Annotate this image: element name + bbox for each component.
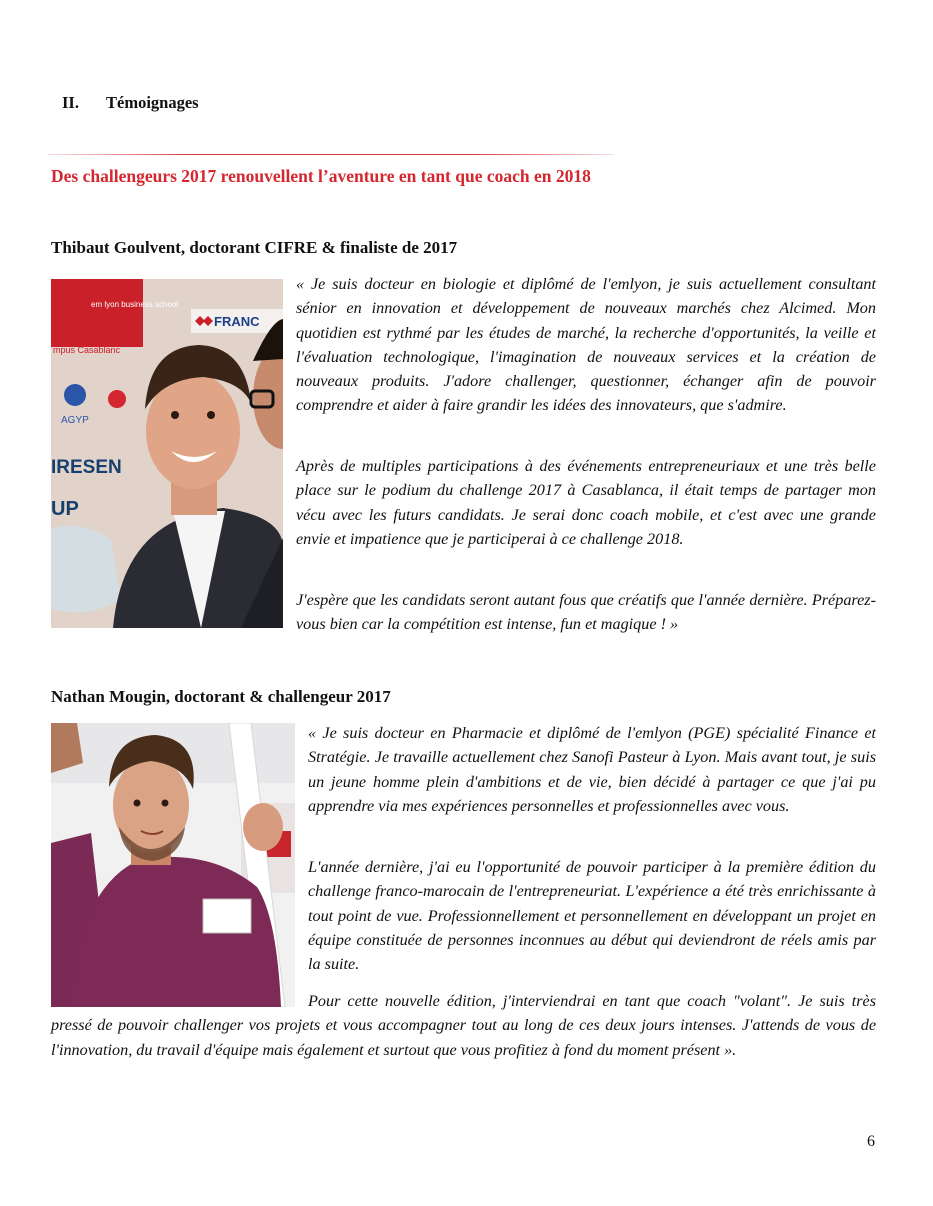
section-heading (62, 93, 199, 113)
page-number: 6 (867, 1133, 875, 1150)
emlyon-sign-text: em lyon business school (91, 300, 179, 309)
testimonial-2-paragraph-1: « Je suis docteur en Pharmacie et diplômé de l'emlyon (PGE) spécialité Finance et Stratégie. Je travaille actuellement chez Sanofi Pasteur à Lyon. Mais avant tout, je suis un jeune homme plein d'ambitions et de vie, bien décidé à partager ce que j'ai pu apprendre via mes expériences personnelles et professionnelles avec vous. (308, 724, 876, 815)
testimonial-2-name: Nathan Mougin, doctorant & challengeur 2017 (51, 687, 391, 706)
franc-sign-text: FRANC (214, 314, 260, 329)
testimonial-1-paragraph-2: Après de multiples participations à des événements entrepreneuriaux et une très belle place sur le podium du challenge 2017 à Casablanca, il était temps de partager mon vécu avec les futurs candidats. Je serai donc coach mobile, et c'est avec une grande envie et impatience que je participerai à ce challenge 2018. (296, 457, 876, 548)
testimonial-1-photo (51, 279, 283, 628)
section-number: II. (62, 93, 79, 112)
section-title: Témoignages (106, 93, 199, 112)
up-sign-text: UP (51, 498, 79, 520)
testimonial-2-photo (51, 723, 295, 1007)
testimonial-1-name: Thibaut Goulvent, doctorant CIFRE & finaliste de 2017 (51, 238, 458, 257)
subtitle: Des challengeurs 2017 renouvellent l’aventure en tant que coach en 2018 (51, 166, 591, 186)
iresen-sign-text: IRESEN (51, 457, 122, 478)
testimonial-2-paragraph-3: Pour cette nouvelle édition, j'interviendrai en tant que coach "volant". Je suis très pressé de pouvoir challenger vos projets et vous accompagner tout au long de ces deux jours intenses. J'attends de vous de l'innovation, du travail d'équipe mais également et surtout que vous profitiez à fond du moment présent ». (51, 992, 876, 1059)
agyp-sign-text: AGYP (61, 415, 89, 426)
campus-sign-text: mpus Casablanc (53, 345, 121, 355)
testimonial-2-paragraph-2: L'année dernière, j'ai eu l'opportunité de pouvoir participer à la première édition du challenge franco-marocain de l'entrepreneuriat. L'expérience a été très enrichissante à tout point de vue. Professionnellement et personnellement en développant un projet en équipe constituée de personnes inconnues au début qui deviendront de réels amis par la suite. (308, 858, 876, 974)
testimonial-1-paragraph-3: J'espère que les candidats seront autant fous que créatifs que l'année dernière. Préparez-vous bien car la compétition est intense, fun et magique ! » (296, 591, 876, 634)
testimonial-1-paragraph-1: « Je suis docteur en biologie et diplômé de l'emlyon, je suis actuellement consultant sénior en innovation et développement de nouveaux marchés chez Alcimed. Mon quotidien est rythmé par les études de marché, la recherche d'opportunités, la veille et l'évaluation technologique, l'imagination de nouveaux services et la création de nouveaux produits. J'adore challenger, questionner, échanger afin de pouvoir comprendre et aider à faire grandir les idées des innovateurs, que s'admire. (296, 275, 876, 415)
red-divider (48, 154, 614, 155)
portrait-photo-nathan (51, 723, 295, 1007)
portrait-photo-thibaut (51, 279, 283, 628)
